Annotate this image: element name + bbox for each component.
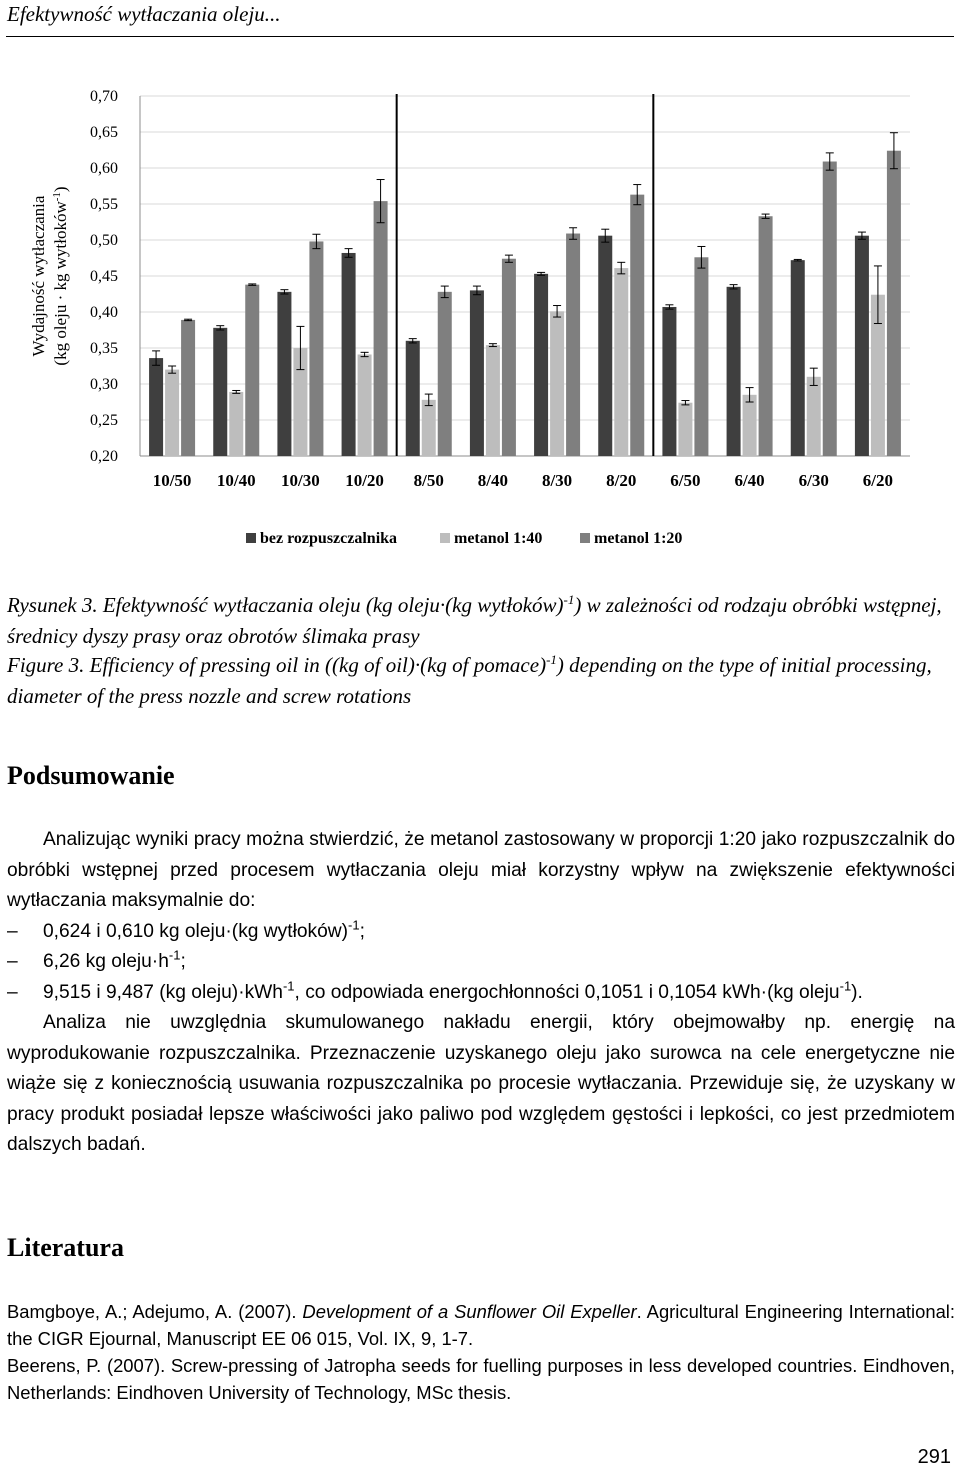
caption-en-sup: -1 [546,652,557,667]
y-tick-label: 0,55 [90,196,118,213]
reference-1-rest: . Agricultural Engineering International: the CIGR Ejournal, Manuscript EE 06 015, Vol. IX, 9, 1-7. [7,1301,955,1349]
bar [502,259,516,456]
bar [422,400,436,456]
bar [807,377,821,456]
summary-body [7,825,955,1161]
legend-label: metanol 1:40 [454,530,543,547]
y-tick-label: 0,65 [90,124,118,141]
x-tick-label: 6/50 [670,471,701,490]
list-dash: – [7,981,18,1003]
section-title-summary: Podsumowanie [7,761,175,790]
bar [438,292,452,456]
bar [534,274,548,456]
list-item-3-sup: -1 [282,978,295,994]
y-tick-label: 0,60 [90,160,118,177]
list-item-1-sup: -1 [348,917,360,933]
bar [855,236,869,456]
section-title-literature: Literatura [7,1233,124,1262]
x-tick-label: 10/50 [152,471,192,490]
caption-pl-sup: -1 [563,592,575,607]
figure-caption-english [7,650,955,712]
x-tick-label: 10/40 [216,471,256,490]
caption-pl-pre: Rysunek 3. Efektywność wytłaczania oleju (kg oleju·(kg wytłoków) [7,593,564,617]
bar [277,292,291,456]
x-tick-label: 6/40 [734,471,765,490]
figure-caption-polish [7,590,955,652]
list-item [7,978,955,1009]
y-tick-label: 0,30 [90,376,118,393]
legend-label: bez rozpuszczalnika [260,530,398,547]
reference-2-authors: Beerens, P. (2007). [7,1355,171,1376]
running-head: Efektywność wytłaczania oleju... [7,2,281,26]
bar [470,290,484,456]
legend-swatch [440,533,450,543]
y-tick-label: 0,25 [90,412,118,429]
y-tick-label: 0,40 [90,304,118,321]
bar [486,345,500,456]
y-tick-label: 0,50 [90,232,118,249]
legend-swatch [246,533,256,543]
list-item-1-pre: 0,624 i 0,610 kg oleju·(kg wytłoków) [43,920,349,942]
bar [165,370,179,456]
reference-list [7,1298,955,1406]
caption-en-pre: Figure 3. Efficiency of pressing oil in ((kg of oil)·(kg of pomace) [7,653,547,677]
reference-1-authors: Bamgboye, A.; Adejumo, A. (2007). [7,1301,303,1322]
reference-item [7,1352,955,1406]
bar [614,268,628,456]
y-axis-label-line1: Wydajność wytłaczania [29,195,48,357]
bar [245,285,259,456]
bar [309,241,323,456]
bar [743,395,757,456]
reference-item [7,1298,955,1352]
bar [791,260,805,456]
bar [678,403,692,456]
caption-pl-post: ) w zależności od rodzaju obróbki wstępnej, średnicy dyszy prasy oraz obrotów ślimaka prasy [7,593,942,648]
list-item [7,917,955,948]
bar [598,236,612,456]
bar-chart [0,70,960,570]
list-item [7,947,955,978]
bar [342,253,356,456]
y-tick-label: 0,70 [90,88,118,105]
list-item-3-post: ). [851,981,863,1003]
bar [358,354,372,456]
list-item-1-post: ; [359,920,365,942]
bar [406,341,420,456]
bar [759,216,773,456]
bar [566,234,580,456]
y-axis-label-sup: -1 [51,192,63,202]
x-tick-label: 8/20 [606,471,637,490]
y-tick-label: 0,35 [90,340,118,357]
summary-intro: Analizując wyniki pracy można stwierdzić, że metanol zastosowany w proporcji 1:20 jako rozpuszczalnik do obróbki wstępnej przed procesem wytłaczania oleju miał korzystny wpływ na zwiększenie efektywności wytłaczania maksymalnie do: [7,829,955,911]
header-rule [6,36,954,37]
x-tick-label: 8/40 [477,471,509,490]
reference-1-title: Development of a Sunflower Oil Expeller [302,1301,637,1322]
y-axis-label-post: ) [51,186,70,193]
list-item-2-post: ; [180,951,186,972]
x-tick-label: 8/50 [413,471,444,490]
y-axis-label-line2 [51,186,70,365]
bar [213,328,227,456]
bar [662,307,676,456]
list-dash: – [7,920,18,942]
page-number: 291 [917,1446,951,1468]
legend-label: metanol 1:20 [594,530,683,547]
bar [823,162,837,456]
list-dash: – [7,951,18,972]
summary-closing: Analiza nie uwzględnia skumulowanego nakładu energii, który obejmowałby np. energię na wyprodukowanie rozpuszczalnika. Przeznaczenie uzyskanego oleju jako surowca na cele energetyczne nie wiąże się z koniecznością usuwania rozpuszczalnika po procesie wytłaczania. Przewiduje się, że uzyskany w pracy produkt posiadał lepsze właściwości jako paliwo pod względem gęstości i lepkości, co jest przedmiotem dalszych badań. [7,1012,955,1155]
y-tick-label: 0,45 [90,268,118,285]
bar [727,287,741,456]
list-item-2-pre: 6,26 kg oleju·h [43,951,169,972]
bar [630,195,644,456]
bar [374,201,388,456]
bar [887,151,901,456]
x-tick-label: 10/30 [281,471,320,490]
x-tick-label: 10/20 [345,471,384,490]
bar [149,358,163,456]
list-item-3-mid: , co odpowiada energochłonności 0,1051 i 0,1054 kWh·(kg oleju [294,981,840,1003]
x-tick-label: 8/30 [541,471,573,490]
x-tick-label: 6/20 [862,471,894,490]
list-item-3-sup2: -1 [839,978,852,994]
caption-en-post: ) depending on the type of initial processing, diameter of the press nozzle and screw rotations [7,653,932,708]
y-axis-label-pre: (kg oleju · kg wytłoków [51,201,70,366]
list-item-2-sup: -1 [168,947,181,963]
y-tick-label: 0,20 [90,448,118,465]
reference-2-rest: Screw-pressing of Jatropha seeds for fuelling purposes in less developed countries. Eindhoven, Netherlands: Eindhoven University of Technology, MSc thesis. [7,1355,955,1403]
legend-swatch [580,533,590,543]
list-item-3-pre: 9,515 i 9,487 (kg oleju)·kWh [43,981,283,1003]
bar [181,320,195,456]
bar [229,392,243,456]
x-tick-label: 6/30 [798,471,829,490]
bar [550,311,564,456]
bar [694,257,708,456]
